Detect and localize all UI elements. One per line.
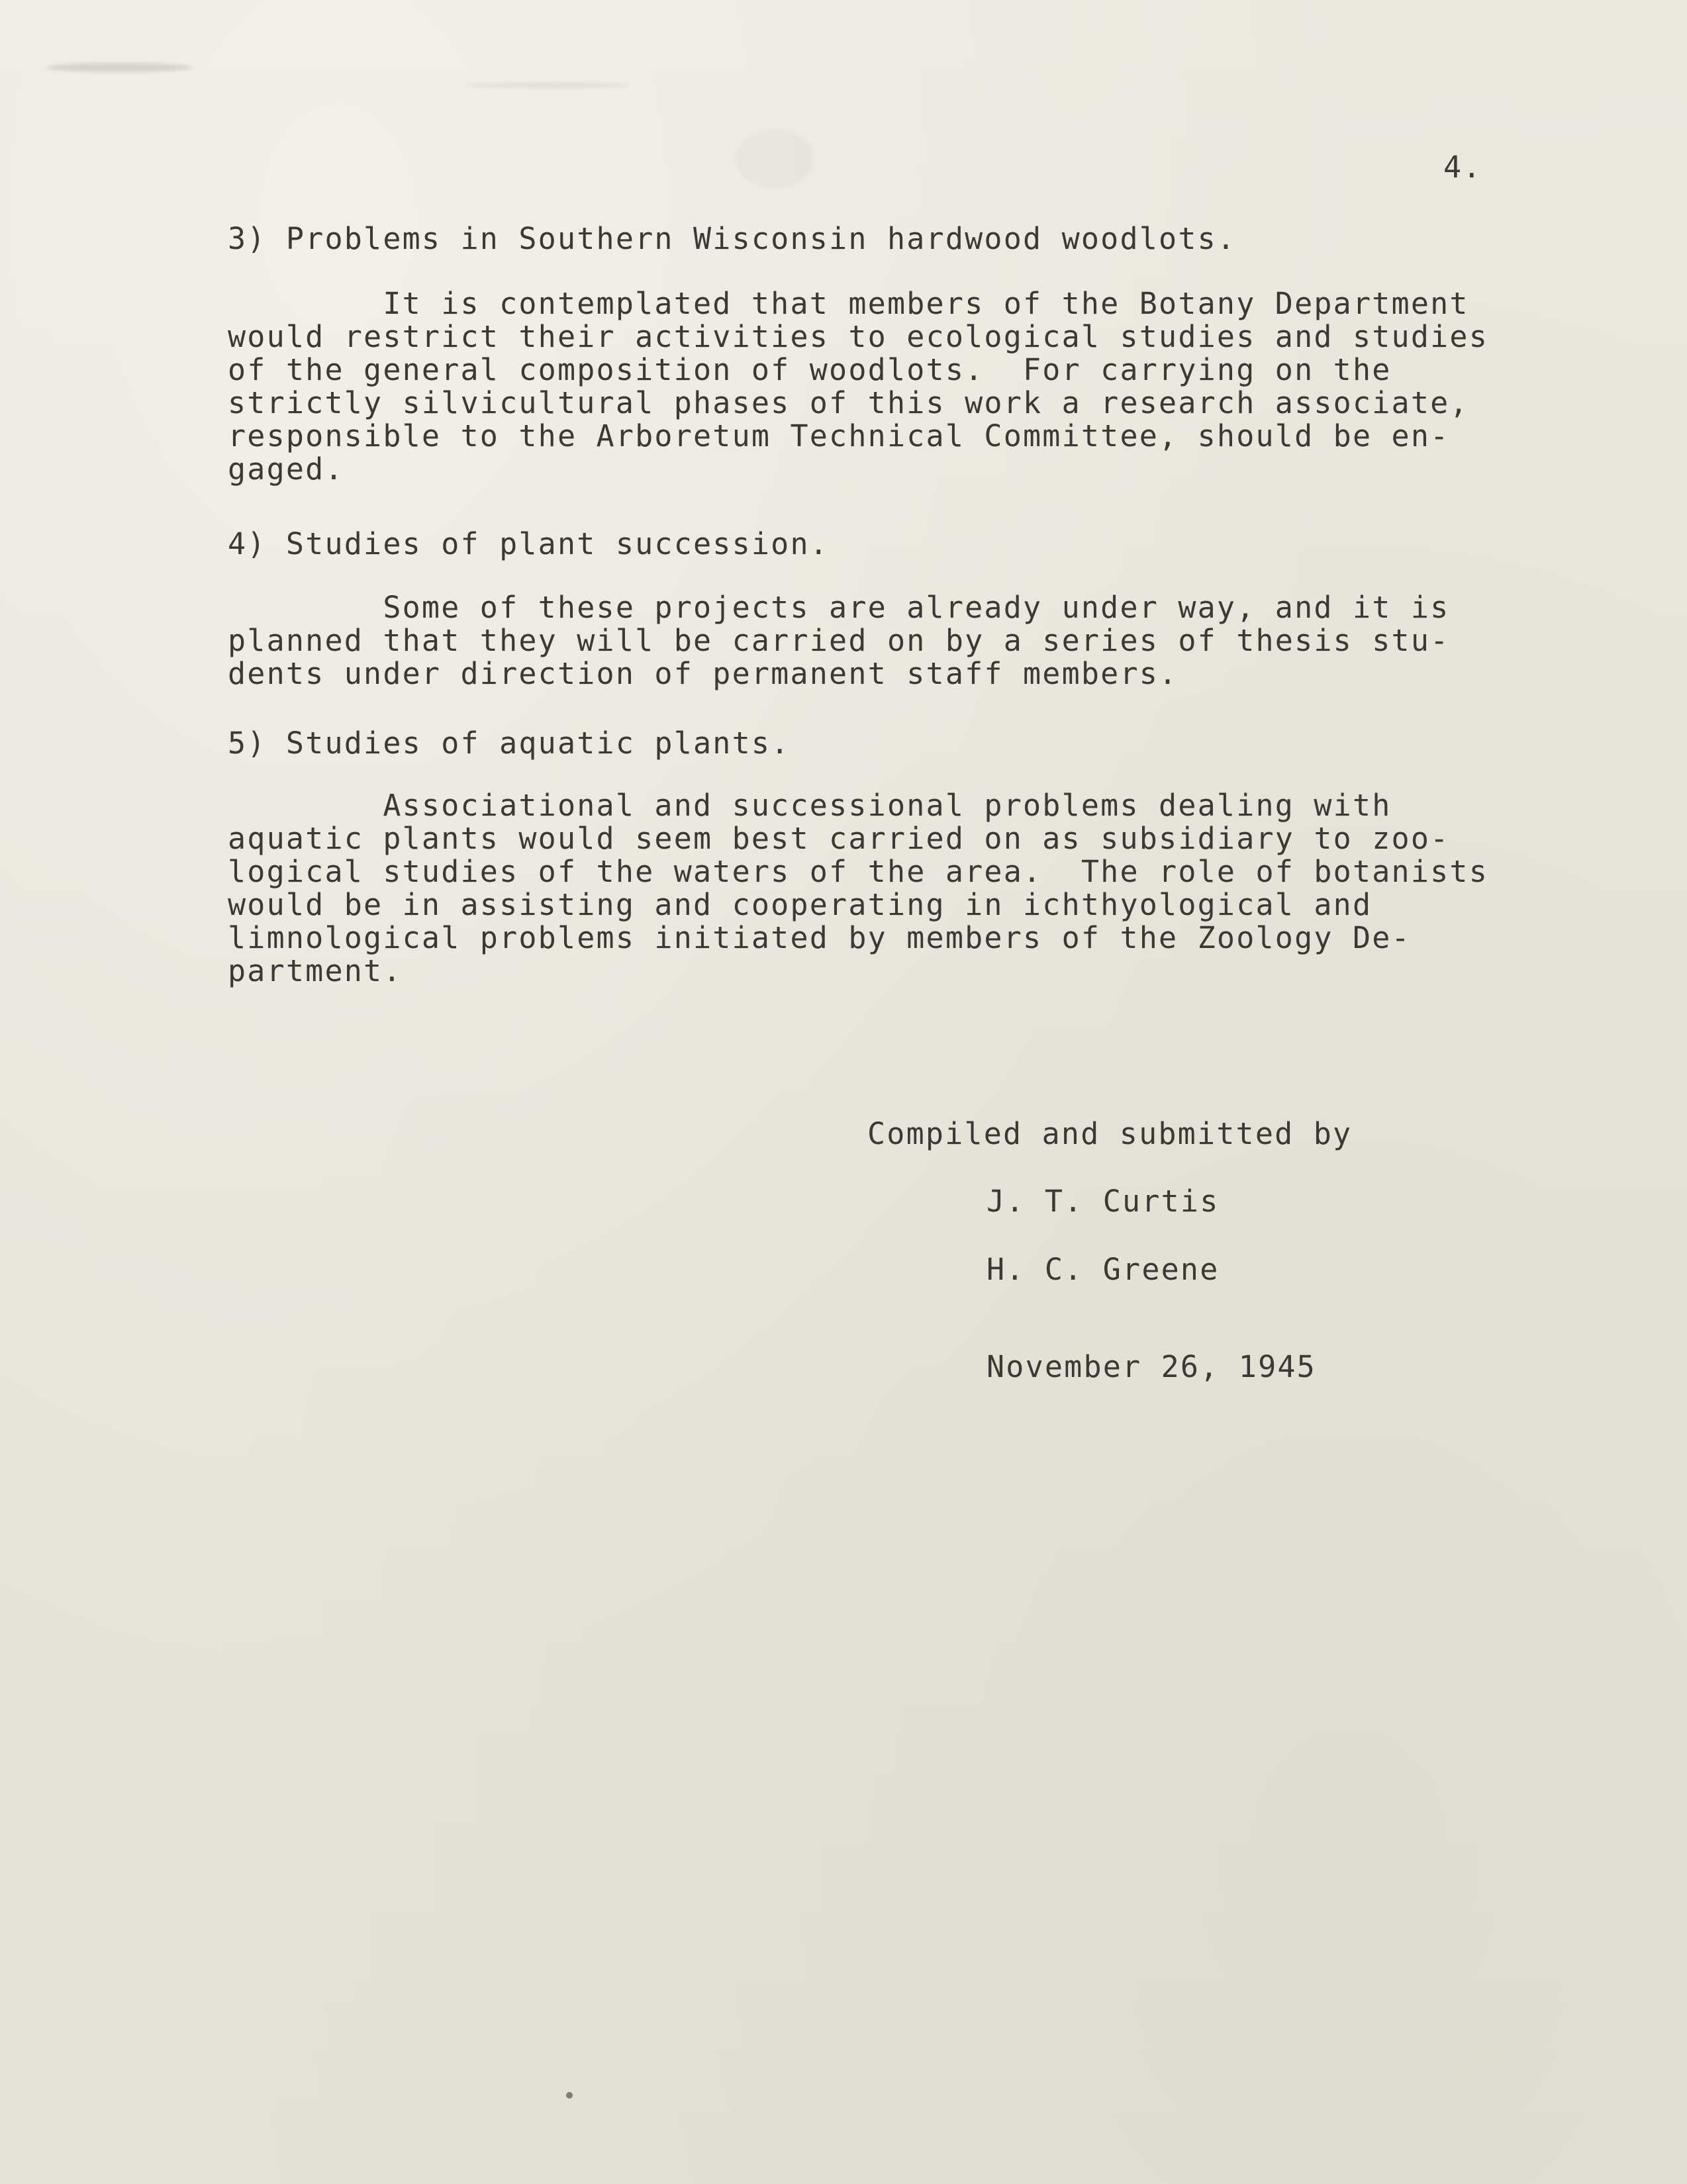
- section-heading-3: 3) Problems in Southern Wisconsin hardwood woodlots.: [228, 221, 1237, 256]
- page-number: 4.: [1443, 150, 1482, 185]
- document-date: November 26, 1945: [987, 1349, 1316, 1384]
- signature-intro: Compiled and submitted by: [867, 1116, 1353, 1151]
- section-paragraph-5: Associational and successional problems dealing with aquatic plants would seem best carried on as subsidiary to zoo- logical studies of the waters of the area. The role of botanists would be in assisting and cooperating in ichthyological and limnological problems initiated by members of the Zoology De- partment.: [228, 788, 1488, 988]
- scan-smudge: [46, 63, 192, 72]
- section-heading-4: 4) Studies of plant succession.: [228, 526, 830, 561]
- section-heading-5: 5) Studies of aquatic plants.: [228, 726, 791, 761]
- signature-name-1: J. T. Curtis: [987, 1184, 1220, 1219]
- section-paragraph-4: Some of these projects are already under way, and it is planned that they will be carried on by a series of thesis stu- dents under direction of permanent staff members.: [228, 590, 1450, 691]
- section-paragraph-3: It is contemplated that members of the Botany Department would restrict their activities to ecological studies and studies of the general composition of woodlots. For carrying on the strictly silvicultural phases of this work a research associate, responsible to the Arboretum Technical Committee, should be en- gaged.: [228, 286, 1488, 487]
- scan-smudge: [735, 129, 814, 189]
- scan-smudge: [463, 83, 629, 88]
- signature-name-2: H. C. Greene: [987, 1252, 1220, 1287]
- scan-dot: [566, 2092, 573, 2099]
